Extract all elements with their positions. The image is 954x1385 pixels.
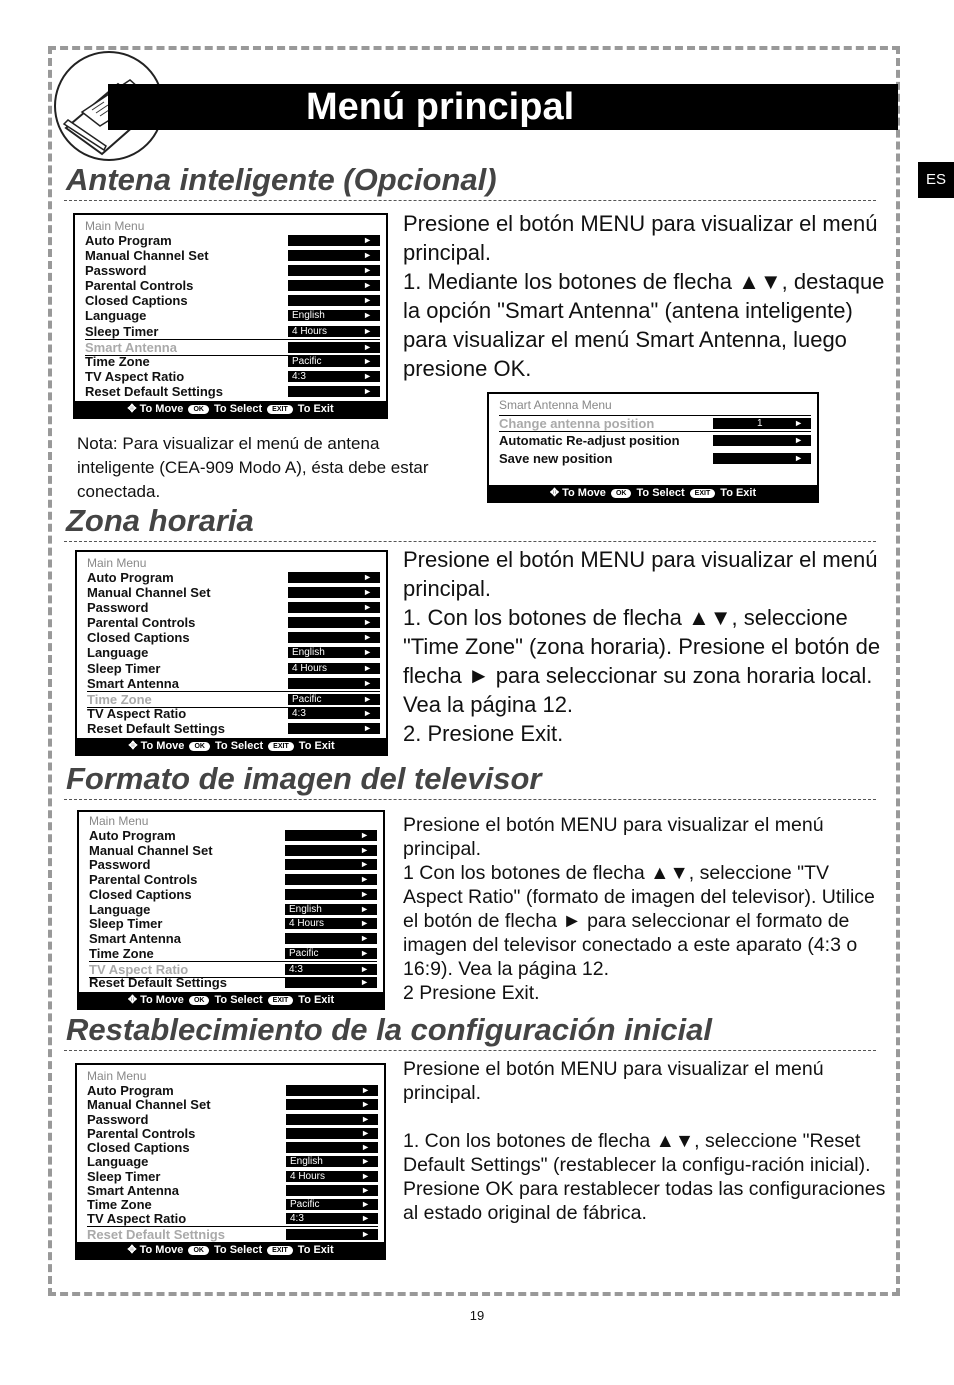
menu-item-label: Manual Channel Set [87, 1097, 211, 1113]
arrow-right-icon: ► [363, 693, 372, 704]
menu-item-label: Smart Antenna [87, 1182, 179, 1198]
menu-item [85, 233, 380, 248]
arrow-right-icon: ► [360, 859, 369, 870]
footer-move-text: To Move [562, 487, 609, 499]
menu-item [85, 293, 380, 308]
menu-item [87, 630, 380, 645]
ok-button-icon: OK [188, 405, 209, 414]
menu-item-value-bar [285, 933, 377, 944]
arrow-right-icon: ► [360, 874, 369, 885]
menu-item [87, 1169, 378, 1184]
menu-item-value-bar [286, 1199, 378, 1210]
menu-item [499, 415, 811, 432]
menu-item [87, 1097, 378, 1112]
arrow-right-icon: ► [360, 963, 369, 974]
menu-item-value-bar [288, 572, 380, 583]
move-icon: ✥ [127, 403, 140, 415]
menu-item-label: Smart Antenna [87, 675, 179, 691]
arrow-right-icon: ► [363, 632, 372, 643]
menu-item [87, 1140, 378, 1155]
menu-item-value-bar [288, 617, 380, 628]
menu-item-label: Reset Default Settings [85, 383, 223, 399]
menu-item-value: Pacific [289, 947, 319, 959]
menu-item-value: 4:3 [290, 1213, 304, 1225]
menu-item-label: Password [85, 263, 147, 279]
menu-item-value: Pacific [292, 693, 322, 705]
arrow-right-icon: ► [363, 310, 372, 321]
menu-item [87, 600, 380, 615]
menu-item-label: Smart Antenna [85, 339, 177, 355]
arrow-right-icon: ► [363, 355, 372, 366]
instructions-time-zone [403, 545, 893, 748]
arrow-right-icon: ► [794, 418, 803, 428]
footer-select-text: To Select [211, 740, 267, 752]
menu-item-label: TV Aspect Ratio [87, 1211, 187, 1227]
menu-item-value-bar [288, 602, 380, 613]
menu-item-value-bar [286, 1128, 378, 1139]
title-bar [108, 84, 898, 130]
menu-item [87, 1197, 378, 1212]
footer-select-text: To Select [210, 1244, 266, 1256]
menu-item-value-bar [286, 1213, 378, 1224]
menu-item-value-bar [288, 371, 380, 382]
menu-item [85, 278, 380, 293]
menu-item-value-bar [288, 310, 380, 321]
instruction-text: 1 Con los botones de flecha ▲▼, seleccione "TV Aspect Ratio" (formato de imagen del televisor). Utilice el botón de flecha ► para seleccionar el formato de imagen del televisor conectado a este aparato (4:3 o 16:9). Vea la página 12. [403, 862, 875, 980]
arrow-right-icon: ► [361, 1156, 370, 1167]
menu-item-label: Closed Captions [89, 886, 192, 902]
menu-item-value: English [292, 647, 325, 659]
footer-exit-text: To Exit [295, 994, 335, 1006]
menu-item-value-bar [713, 453, 811, 464]
instructions-aspect-ratio [403, 813, 883, 1005]
arrow-right-icon: ► [360, 888, 369, 899]
menu-item-label: Sleep Timer [87, 1168, 161, 1184]
menu-item-value: 4 Hours [292, 662, 328, 674]
instruction-text: Presione el botón MENU para visualizar el menú principal. [403, 1058, 824, 1104]
section-divider [64, 799, 876, 800]
smart-antenna-menu-screen [487, 392, 819, 503]
menu-item [89, 916, 377, 931]
menu-item-label: Sleep Timer [85, 323, 159, 339]
menu-item-value-bar [713, 435, 811, 446]
page-title: Menú principal [306, 86, 575, 128]
footer-exit-text: To Exit [294, 403, 334, 415]
menu-item-value: Pacific [290, 1199, 320, 1211]
main-menu-screen [73, 213, 388, 419]
arrow-right-icon: ► [360, 947, 369, 958]
menu-title: Main Menu [89, 814, 149, 828]
menu-item-value-bar [286, 1114, 378, 1125]
menu-item-value-bar [285, 845, 377, 856]
menu-item [87, 676, 380, 691]
menu-item-value-bar [288, 326, 380, 337]
menu-item [89, 931, 377, 946]
menu-footer [489, 485, 817, 501]
menu-item [85, 308, 380, 323]
menu-item [89, 887, 377, 902]
menu-item [89, 946, 377, 961]
ok-button-icon: OK [189, 742, 210, 751]
arrow-right-icon: ► [361, 1213, 370, 1224]
menu-item-value-bar [286, 1085, 378, 1096]
arrow-right-icon: ► [363, 235, 372, 245]
menu-item-value: 4 Hours [290, 1170, 326, 1182]
menu-item [87, 1154, 378, 1169]
menu-item-label: Password [87, 600, 149, 616]
menu-item [87, 570, 380, 585]
instruction-text: 2 Presione Exit. [403, 982, 540, 1004]
page-number: 19 [469, 1308, 485, 1323]
menu-item-value-bar [288, 356, 380, 367]
menu-item-label: Time Zone [87, 1197, 152, 1213]
menu-item-value-bar [288, 587, 380, 598]
menu-item-label: Manual Channel Set [85, 248, 209, 264]
menu-item-value: Pacific [292, 355, 322, 367]
arrow-right-icon: ► [363, 325, 372, 336]
menu-item-value-bar [286, 1171, 378, 1182]
menu-item-value-bar [288, 663, 380, 674]
menu-item-label: Automatic Re-adjust position [499, 433, 680, 448]
menu-item [87, 1112, 378, 1127]
menu-item-value-bar [286, 1099, 378, 1110]
menu-item [89, 902, 377, 917]
footer-exit-text: To Exit [294, 1244, 334, 1256]
menu-item-value: English [292, 310, 325, 322]
menu-item-label: TV Aspect Ratio [87, 705, 187, 721]
menu-item-value: English [290, 1156, 323, 1168]
menu-item [85, 263, 380, 278]
footer-select-text: To Select [633, 487, 688, 499]
footer-exit-text: To Exit [717, 487, 757, 499]
menu-item [87, 661, 380, 676]
arrow-right-icon: ► [363, 677, 372, 688]
arrow-right-icon: ► [361, 1113, 370, 1124]
section-heading-smart-antenna: Antena inteligente (Opcional) [66, 162, 497, 197]
arrow-right-icon: ► [794, 435, 803, 445]
ok-button-icon: OK [611, 489, 632, 498]
menu-item-label: Auto Program [89, 828, 176, 843]
menu-item-label: Closed Captions [87, 1140, 190, 1156]
menu-item-label: Closed Captions [85, 293, 188, 309]
arrow-right-icon: ► [363, 602, 372, 613]
menu-item-value: 4 Hours [289, 918, 325, 930]
menu-title: Smart Antenna Menu [499, 398, 612, 412]
ok-button-icon: OK [188, 1246, 209, 1255]
menu-item-value-bar [288, 723, 380, 734]
exit-button-icon: EXIT [268, 742, 294, 751]
footer-select-text: To Select [210, 403, 266, 415]
main-menu-screen [77, 810, 385, 1010]
menu-item-value-bar [285, 948, 377, 959]
menu-item-value-bar [285, 874, 377, 885]
menu-item-value-bar [288, 678, 380, 689]
instruction-text: Presione el botón MENU para visualizar el menú principal. [403, 547, 878, 601]
menu-item-value-bar [286, 1142, 378, 1153]
arrow-right-icon: ► [363, 341, 372, 352]
menu-item-value-bar [288, 647, 380, 658]
section-heading-time-zone: Zona horaria [66, 503, 254, 538]
arrow-right-icon: ► [363, 587, 372, 598]
menu-item-label: Manual Channel Set [87, 585, 211, 601]
menu-footer [77, 1242, 384, 1258]
section-heading-reset: Restablecimiento de la configuración inicial [66, 1012, 712, 1047]
instruction-text: 1. Mediante los botones de flecha ▲▼, destaque la opción "Smart Antenna" (antena inteligente) para visualizar el menú Smart Antenna, luego presione OK. [403, 269, 885, 381]
arrow-right-icon: ► [794, 453, 803, 463]
menu-title: Main Menu [87, 556, 147, 570]
arrow-right-icon: ► [360, 830, 369, 840]
arrow-right-icon: ► [363, 647, 372, 658]
menu-item-label: Password [87, 1111, 149, 1127]
menu-item [87, 1183, 378, 1198]
menu-item-label: Language [89, 901, 151, 917]
menu-item [87, 585, 380, 600]
menu-item-label: Time Zone [87, 691, 152, 707]
section-heading-aspect-ratio: Formato de imagen del televisor [66, 761, 542, 796]
menu-item-label: Sleep Timer [87, 660, 161, 676]
menu-item [85, 324, 380, 339]
menu-item [89, 857, 377, 872]
move-icon: ✥ [127, 1244, 140, 1256]
menu-item [89, 975, 377, 990]
menu-item-value: 4:3 [292, 707, 306, 719]
menu-item-value-bar [288, 235, 380, 246]
instruction-text: Presione el botón MENU para visualizar el menú principal. [403, 211, 878, 265]
menu-item-value-bar [285, 977, 377, 988]
arrow-right-icon: ► [360, 977, 369, 988]
arrow-right-icon: ► [363, 370, 372, 381]
instruction-text: Presione el botón MENU para visualizar el menú principal. [403, 814, 824, 860]
arrow-right-icon: ► [363, 385, 372, 396]
menu-item-value-bar [285, 859, 377, 870]
menu-item-label: TV Aspect Ratio [85, 368, 185, 384]
instruction-text: 2. Presione Exit. [403, 721, 564, 746]
arrow-right-icon: ► [363, 265, 372, 276]
menu-item-value-bar [285, 904, 377, 915]
menu-item [87, 706, 380, 721]
ok-button-icon: OK [189, 996, 210, 1005]
menu-item-label: Parental Controls [89, 872, 198, 888]
menu-item [87, 645, 380, 660]
menu-item-value-bar [288, 342, 380, 353]
arrow-right-icon: ► [360, 918, 369, 929]
menu-item-label: Auto Program [87, 1083, 174, 1098]
menu-item [87, 1211, 378, 1226]
instruction-text: 1. Con los botones de flecha ▲▼, seleccione "Reset Default Settings" (restablecer la configu-ración inicial). Presione OK para restablecer todas las configuraciones al estado original de fábrica. [403, 1130, 886, 1224]
menu-item-label: Language [85, 308, 147, 324]
footer-move-text: To Move [139, 403, 187, 415]
arrow-right-icon: ► [361, 1228, 370, 1239]
menu-item-label: Time Zone [89, 945, 154, 961]
menu-item-label: Smart Antenna [89, 931, 181, 947]
menu-item-value-bar [286, 1156, 378, 1167]
instruction-text: 1. Con los botones de flecha ▲▼, seleccione "Time Zone" (zona horaria). Presione el botón de flecha ► para seleccionar su zona horaria local. Vea la página 12. [403, 605, 881, 717]
menu-footer [77, 738, 386, 754]
menu-item-label: Sleep Timer [89, 916, 163, 932]
arrow-right-icon: ► [360, 844, 369, 855]
menu-item-value-bar [288, 632, 380, 643]
menu-item [85, 354, 380, 369]
menu-item [87, 721, 380, 736]
menu-item [89, 872, 377, 887]
menu-item [89, 843, 377, 858]
menu-item-label: Language [87, 645, 149, 661]
menu-item-value-bar [713, 418, 811, 429]
menu-item-value-bar [288, 280, 380, 291]
main-menu-screen [75, 1063, 386, 1260]
exit-button-icon: EXIT [267, 405, 293, 414]
arrow-right-icon: ► [363, 707, 372, 718]
arrow-right-icon: ► [363, 572, 372, 582]
arrow-right-icon: ► [361, 1099, 370, 1110]
menu-item [87, 1083, 378, 1098]
menu-item-value-bar [288, 694, 380, 705]
menu-item-value-bar [285, 964, 377, 975]
arrow-right-icon: ► [361, 1127, 370, 1138]
menu-footer [79, 992, 383, 1008]
exit-button-icon: EXIT [690, 489, 716, 498]
exit-button-icon: EXIT [268, 996, 294, 1005]
arrow-right-icon: ► [363, 617, 372, 628]
footer-move-text: To Move [140, 994, 187, 1006]
menu-item [85, 369, 380, 384]
menu-item-value: 4:3 [289, 963, 303, 975]
move-icon: ✥ [127, 994, 141, 1006]
menu-item [87, 615, 380, 630]
menu-item-value-bar [286, 1229, 378, 1240]
menu-item [85, 248, 380, 263]
menu-footer [75, 401, 386, 417]
menu-item-label: Parental Controls [85, 278, 194, 294]
menu-title: Main Menu [87, 1069, 147, 1083]
menu-item-label: Auto Program [85, 233, 172, 248]
arrow-right-icon: ► [361, 1170, 370, 1181]
menu-item-value-bar [288, 386, 380, 397]
arrow-right-icon: ► [363, 722, 372, 733]
menu-item-label: Change antenna position [499, 416, 655, 431]
arrow-right-icon: ► [363, 280, 372, 291]
menu-item-label: Manual Channel Set [89, 842, 213, 858]
menu-item-value: English [289, 903, 322, 915]
menu-item-value: 1 [757, 418, 763, 429]
footer-move-text: To Move [139, 1244, 187, 1256]
arrow-right-icon: ► [361, 1199, 370, 1210]
menu-title: Main Menu [85, 219, 145, 233]
footer-select-text: To Select [211, 994, 266, 1006]
main-menu-screen [75, 550, 388, 756]
arrow-right-icon: ► [361, 1184, 370, 1195]
menu-item-value: 4 Hours [292, 325, 328, 337]
menu-item-value-bar [285, 889, 377, 900]
menu-item [89, 828, 377, 843]
menu-item-value: 4:3 [292, 370, 306, 382]
menu-item-value-bar [285, 918, 377, 929]
menu-item-label: Parental Controls [87, 1125, 196, 1141]
arrow-right-icon: ► [360, 903, 369, 914]
move-icon: ✥ [128, 740, 141, 752]
section-divider [64, 1050, 876, 1051]
arrow-right-icon: ► [360, 933, 369, 944]
menu-item-label: Parental Controls [87, 615, 196, 631]
arrow-right-icon: ► [361, 1142, 370, 1153]
menu-item-label: Save new position [499, 451, 613, 466]
menu-item-label: Auto Program [87, 570, 174, 585]
instructions-reset [403, 1057, 893, 1225]
menu-item-value-bar [288, 708, 380, 719]
footer-move-text: To Move [140, 740, 188, 752]
menu-item-value-bar [285, 830, 377, 841]
menu-item-value-bar [288, 295, 380, 306]
menu-item [87, 1226, 378, 1243]
section-divider [64, 200, 876, 201]
menu-item [85, 384, 380, 399]
menu-item-value-bar [286, 1185, 378, 1196]
menu-item [499, 451, 811, 466]
menu-item-label: TV Aspect Ratio [89, 961, 189, 977]
language-tab: ES [918, 162, 954, 198]
arrow-right-icon: ► [363, 662, 372, 673]
section-divider [64, 541, 876, 542]
arrow-right-icon: ► [363, 295, 372, 306]
menu-item-label: Reset Default Settnigs [87, 1226, 225, 1242]
menu-item-value-bar [288, 250, 380, 261]
menu-item [87, 1126, 378, 1141]
arrow-right-icon: ► [361, 1085, 370, 1095]
exit-button-icon: EXIT [267, 1246, 293, 1255]
menu-item-label: Language [87, 1154, 149, 1170]
menu-item-label: Password [89, 857, 151, 873]
note-text: Nota: Para visualizar el menú de antena inteligente (CEA-909 Modo A), ésta debe estar conectada. [77, 434, 429, 501]
menu-item-label: Time Zone [85, 353, 150, 369]
menu-item-label: Closed Captions [87, 630, 190, 646]
footer-exit-text: To Exit [295, 740, 335, 752]
menu-item-value-bar [288, 265, 380, 276]
menu-item-label: Reset Default Settings [89, 975, 227, 991]
instructions-smart-antenna [403, 209, 893, 383]
menu-item-label: Reset Default Settings [87, 720, 225, 736]
move-icon: ✥ [549, 487, 563, 499]
menu-item [499, 433, 811, 448]
arrow-right-icon: ► [363, 250, 372, 261]
